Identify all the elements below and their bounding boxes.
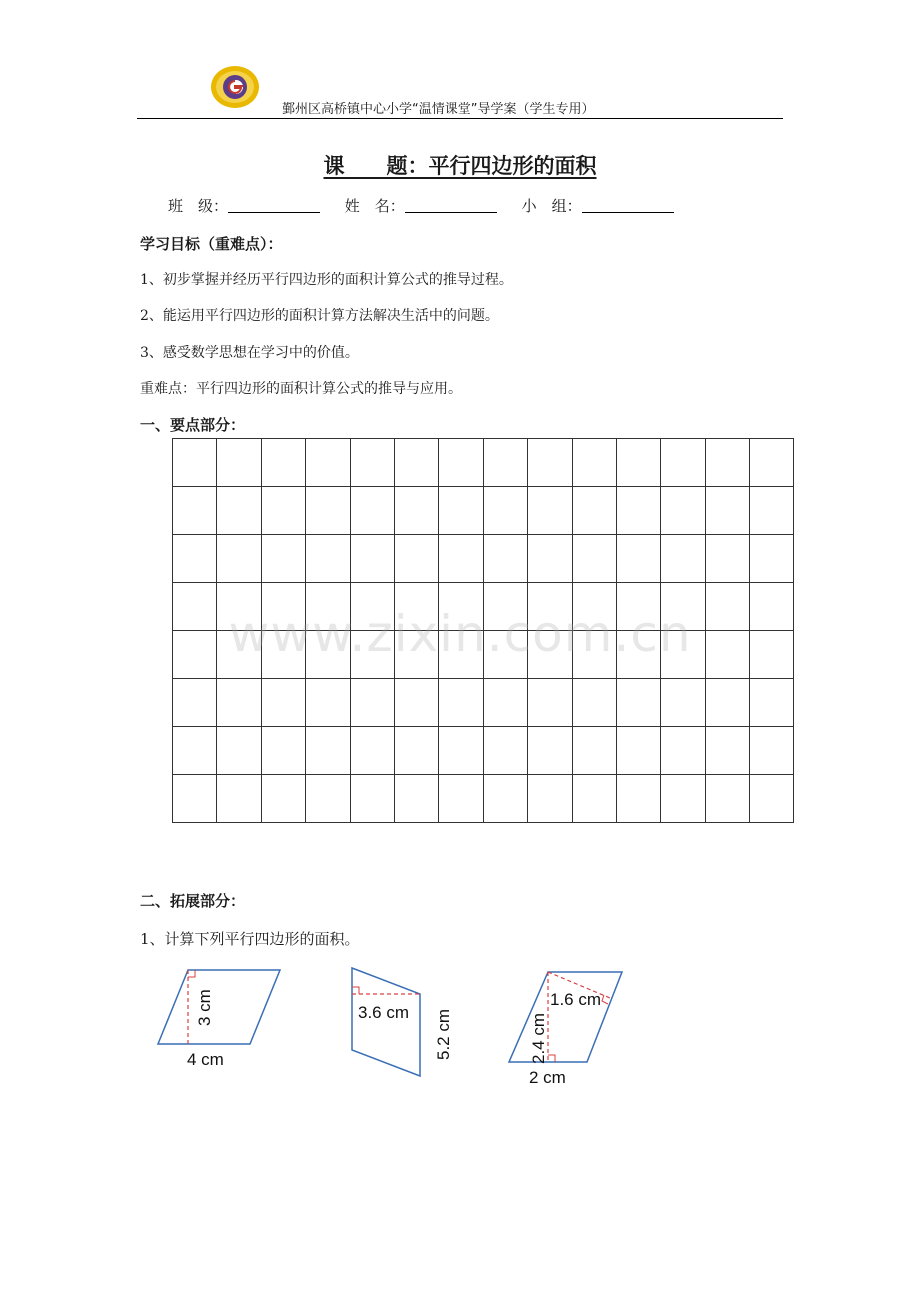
grid-cell[interactable] [661, 775, 705, 823]
grid-cell[interactable] [217, 775, 261, 823]
grid-cell[interactable] [705, 439, 749, 487]
grid-cell[interactable] [661, 439, 705, 487]
grid-cell[interactable] [572, 487, 616, 535]
grid-cell[interactable] [750, 439, 794, 487]
grid-cell[interactable] [572, 535, 616, 583]
grid-cell[interactable] [394, 727, 438, 775]
objectives-heading: 学习目标（重难点）： [140, 235, 283, 253]
grid-row [173, 535, 794, 583]
grid-cell[interactable] [528, 727, 572, 775]
watermark: www.zixin.com.cn [228, 605, 692, 663]
grid-cell[interactable] [616, 535, 660, 583]
parallelogram-shape-3 [509, 972, 622, 1062]
grid-cell[interactable] [616, 775, 660, 823]
grid-cell[interactable] [261, 535, 305, 583]
grid-cell[interactable] [261, 727, 305, 775]
fig1-height-label: 3 cm [195, 989, 214, 1026]
grid-cell[interactable] [217, 727, 261, 775]
grid-cell[interactable] [439, 679, 483, 727]
grid-cell[interactable] [750, 487, 794, 535]
grid-row [173, 775, 794, 823]
page-title [0, 150, 920, 180]
student-info-row [168, 195, 694, 216]
grid-cell[interactable] [528, 535, 572, 583]
grid-cell[interactable] [217, 679, 261, 727]
grid-cell[interactable] [616, 487, 660, 535]
grid-cell[interactable] [616, 679, 660, 727]
grid-cell[interactable] [528, 439, 572, 487]
parallelogram-shape-1 [158, 970, 280, 1044]
right-angle-mark-3a [548, 1055, 555, 1062]
right-angle-mark-2 [352, 987, 359, 994]
grid-cell[interactable] [350, 439, 394, 487]
grid-cell[interactable] [261, 439, 305, 487]
parallelogram-figure-1 [150, 960, 290, 1075]
grid-cell[interactable] [173, 679, 217, 727]
grid-cell[interactable] [217, 439, 261, 487]
name-label: 姓 名： [344, 197, 405, 215]
grid-row [173, 439, 794, 487]
grid-cell[interactable] [483, 535, 527, 583]
grid-row [173, 487, 794, 535]
grid-cell[interactable] [705, 775, 749, 823]
right-angle-mark-1 [188, 970, 195, 977]
grid-cell[interactable] [394, 775, 438, 823]
grid-cell[interactable] [483, 775, 527, 823]
section1-heading: 一、要点部分： [140, 416, 246, 434]
fig2-height-label: 3.6 cm [358, 1003, 410, 1022]
grid-cell[interactable] [616, 439, 660, 487]
grid-cell[interactable] [528, 775, 572, 823]
grid-cell[interactable] [661, 487, 705, 535]
grid-cell[interactable] [394, 439, 438, 487]
grid-cell[interactable] [572, 679, 616, 727]
grid-cell[interactable] [750, 535, 794, 583]
parallelogram-shape-2 [352, 968, 420, 1076]
name-field[interactable] [405, 198, 497, 213]
grid-cell[interactable] [483, 727, 527, 775]
section2-heading: 二、拓展部分： [140, 892, 246, 910]
grid-cell[interactable] [350, 535, 394, 583]
grid-cell[interactable] [439, 727, 483, 775]
fig3-height2-label: 2.4 cm [529, 1012, 548, 1064]
grid-cell[interactable] [306, 535, 350, 583]
grid-cell[interactable] [350, 679, 394, 727]
grid-cell[interactable] [439, 775, 483, 823]
grid-cell[interactable] [217, 535, 261, 583]
parallelogram-figure-3 [500, 960, 640, 1090]
objective-item-2: 2、能运用平行四边形的面积计算方法解决生活中的问题。 [140, 308, 499, 324]
grid-cell[interactable] [572, 439, 616, 487]
grid-row [173, 727, 794, 775]
grid-cell[interactable] [528, 487, 572, 535]
grid-cell[interactable] [261, 679, 305, 727]
title-prefix: 课 题： [323, 153, 429, 178]
grid-cell[interactable] [750, 775, 794, 823]
title-topic: 平行四边形的面积 [428, 153, 597, 178]
grid-cell[interactable] [173, 535, 217, 583]
fig1-base-label: 4 cm [187, 1050, 224, 1069]
key-point: 重难点：平行四边形的面积计算公式的推导与应用。 [140, 381, 462, 397]
header-divider [137, 118, 783, 119]
objective-item-1: 1、初步掌握并经历平行四边形的面积计算公式的推导过程。 [140, 272, 513, 288]
fig3-height1-label: 1.6 cm [550, 990, 602, 1009]
class-label: 班 级： [168, 197, 229, 215]
grid-cell[interactable] [439, 439, 483, 487]
group-label: 小 组： [521, 197, 582, 215]
grid-cell[interactable] [661, 679, 705, 727]
grid-cell[interactable] [750, 679, 794, 727]
grid-cell[interactable] [261, 487, 305, 535]
grid-cell[interactable] [350, 775, 394, 823]
grid-cell[interactable] [261, 775, 305, 823]
question-1: 1、计算下列平行四边形的面积。 [140, 930, 360, 948]
grid-cell[interactable] [528, 679, 572, 727]
grid-cell[interactable] [661, 535, 705, 583]
grid-cell[interactable] [705, 679, 749, 727]
grid-cell[interactable] [705, 727, 749, 775]
parallelogram-figure-2 [340, 960, 460, 1085]
school-logo [210, 64, 260, 110]
grid-cell[interactable] [705, 535, 749, 583]
grid-cell[interactable] [439, 535, 483, 583]
grid-cell[interactable] [306, 679, 350, 727]
grid-cell[interactable] [572, 727, 616, 775]
grid-cell[interactable] [217, 487, 261, 535]
grid-cell[interactable] [173, 727, 217, 775]
grid-cell[interactable] [350, 487, 394, 535]
grid-cell[interactable] [394, 679, 438, 727]
grid-cell[interactable] [750, 727, 794, 775]
grid-cell[interactable] [306, 727, 350, 775]
header-text: 鄞州区高桥镇中心小学“温情课堂”导学案（学生专用） [282, 102, 595, 117]
group-field[interactable] [582, 198, 674, 213]
objective-item-3: 3、感受数学思想在学习中的价值。 [140, 345, 359, 361]
grid-cell[interactable] [572, 775, 616, 823]
grid-cell[interactable] [306, 775, 350, 823]
grid-cell[interactable] [616, 727, 660, 775]
grid-cell[interactable] [306, 487, 350, 535]
grid-cell[interactable] [173, 439, 217, 487]
grid-cell[interactable] [394, 535, 438, 583]
grid-cell[interactable] [705, 487, 749, 535]
fig3-base-label: 2 cm [529, 1068, 566, 1087]
grid-row [173, 679, 794, 727]
grid-cell[interactable] [483, 439, 527, 487]
grid-cell[interactable] [439, 487, 483, 535]
grid-cell[interactable] [483, 679, 527, 727]
grid-cell[interactable] [661, 727, 705, 775]
fig2-base-label: 5.2 cm [434, 1008, 453, 1060]
grid-cell[interactable] [173, 775, 217, 823]
grid-cell[interactable] [394, 487, 438, 535]
grid-cell[interactable] [350, 727, 394, 775]
class-field[interactable] [228, 198, 320, 213]
grid-cell[interactable] [483, 487, 527, 535]
grid-cell[interactable] [173, 487, 217, 535]
grid-cell[interactable] [306, 439, 350, 487]
